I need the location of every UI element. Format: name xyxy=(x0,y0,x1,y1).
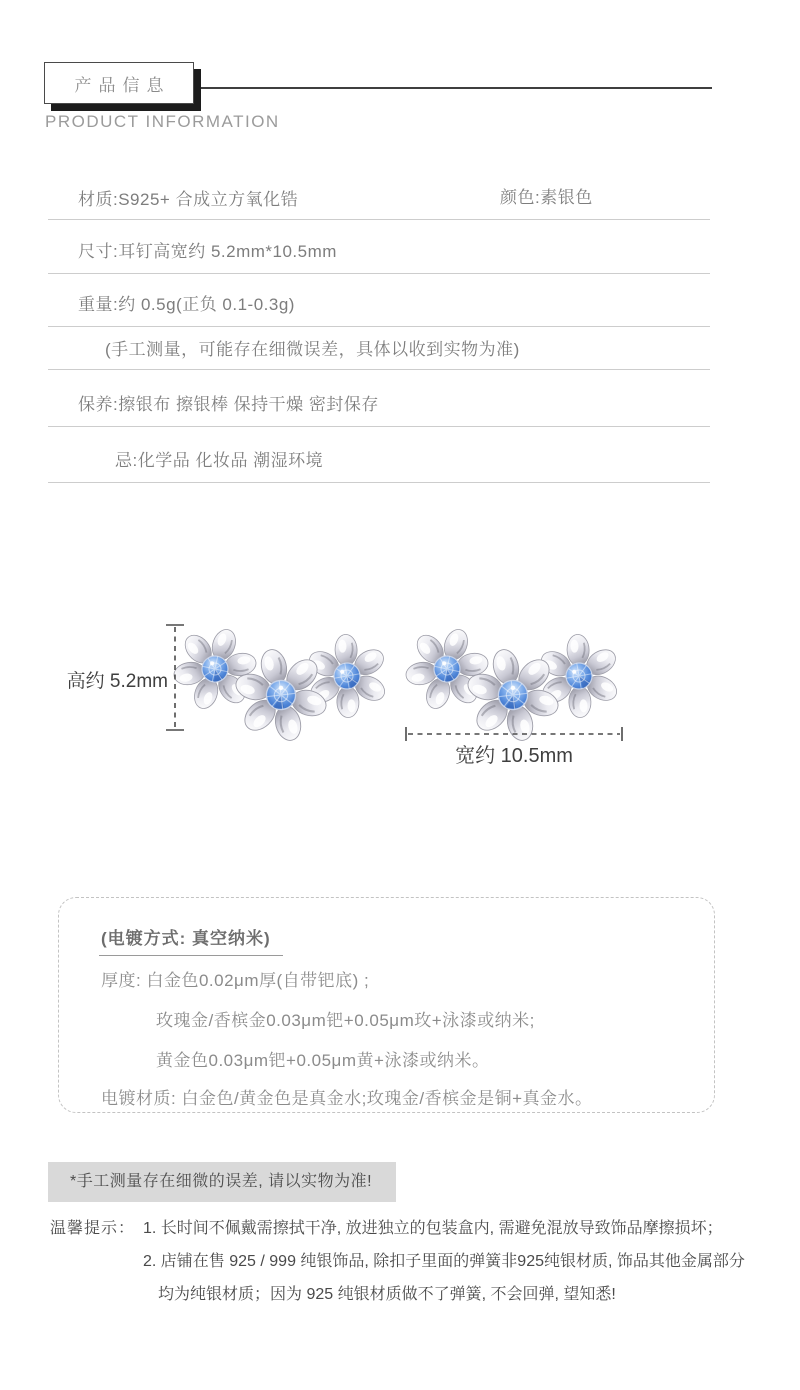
spec-row-weight xyxy=(48,274,710,327)
spec-row-material xyxy=(48,183,710,220)
plating-info-box xyxy=(58,897,715,1113)
spec-care-text: 保养:擦银布 擦银棒 保持干燥 密封保存 xyxy=(78,395,379,414)
spec-size-text: 尺寸:耳钉高宽约 5.2mm*10.5mm xyxy=(78,242,337,261)
spec-avoid-text: 忌:化学品 化妆品 潮湿环境 xyxy=(115,451,324,470)
spec-row-avoid xyxy=(48,427,710,483)
spec-measure-note-text: (手工测量，可能存在细微误差，具体以收到实物为准) xyxy=(105,340,520,359)
section-title-box xyxy=(44,62,194,104)
plating-material-line: 电镀材质: 白金色/黄金色是真金水;玫瑰金/香槟金是铜+真金水。 xyxy=(101,1089,593,1108)
spec-material-text: 材质:S925+ 合成立方氧化锆 xyxy=(78,190,299,209)
tips-line-3: 均为纯银材质；因为 925 纯银材质做不了弹簧, 不会回弹, 望知悉! xyxy=(158,1286,616,1303)
spec-color-text: 颜色:素银色 xyxy=(500,188,593,207)
plating-rosegold-line: 玫瑰金/香槟金0.03μm钯+0.05μm玫+泳漆或纳米; xyxy=(156,1011,535,1030)
tips-line-1: 1. 长时间不佩戴需擦拭干净, 放进独立的包装盒内, 需避免混放导致饰品摩擦损坏； xyxy=(143,1220,723,1237)
section-title-cn: 产品信息 xyxy=(74,75,171,95)
plating-thickness-line: 厚度: 白金色0.02μm厚(自带钯底) ; xyxy=(101,971,370,990)
width-measure-label: 宽约 10.5mm xyxy=(455,745,573,767)
spec-row-size xyxy=(48,220,710,274)
earring-right-image xyxy=(396,618,628,762)
measurement-notice-bar: *手工测量存在细微的误差, 请以实物为准! xyxy=(48,1162,396,1202)
plating-title: (电镀方式: 真空纳米) xyxy=(99,924,283,956)
section-title-en: PRODUCT INFORMATION xyxy=(45,112,280,131)
earring-left-image xyxy=(164,618,396,762)
spec-table xyxy=(48,183,710,483)
product-figure xyxy=(0,600,800,785)
header-rule xyxy=(196,87,712,89)
tips-label: 温馨提示： xyxy=(50,1220,136,1237)
spec-weight-text: 重量:约 0.5g(正负 0.1-0.3g) xyxy=(78,295,295,314)
tips-line-2: 2. 店铺在售 925 / 999 纯银饰品, 除扣子里面的弹簧非925纯银材质, 饰品其他金属部分 xyxy=(143,1253,745,1270)
spec-row-care xyxy=(48,370,710,427)
spec-row-measure-note xyxy=(48,327,710,370)
height-measure-label: 高约 5.2mm xyxy=(66,671,168,692)
plating-gold-line: 黄金色0.03μm钯+0.05μm黄+泳漆或纳米。 xyxy=(156,1051,490,1070)
